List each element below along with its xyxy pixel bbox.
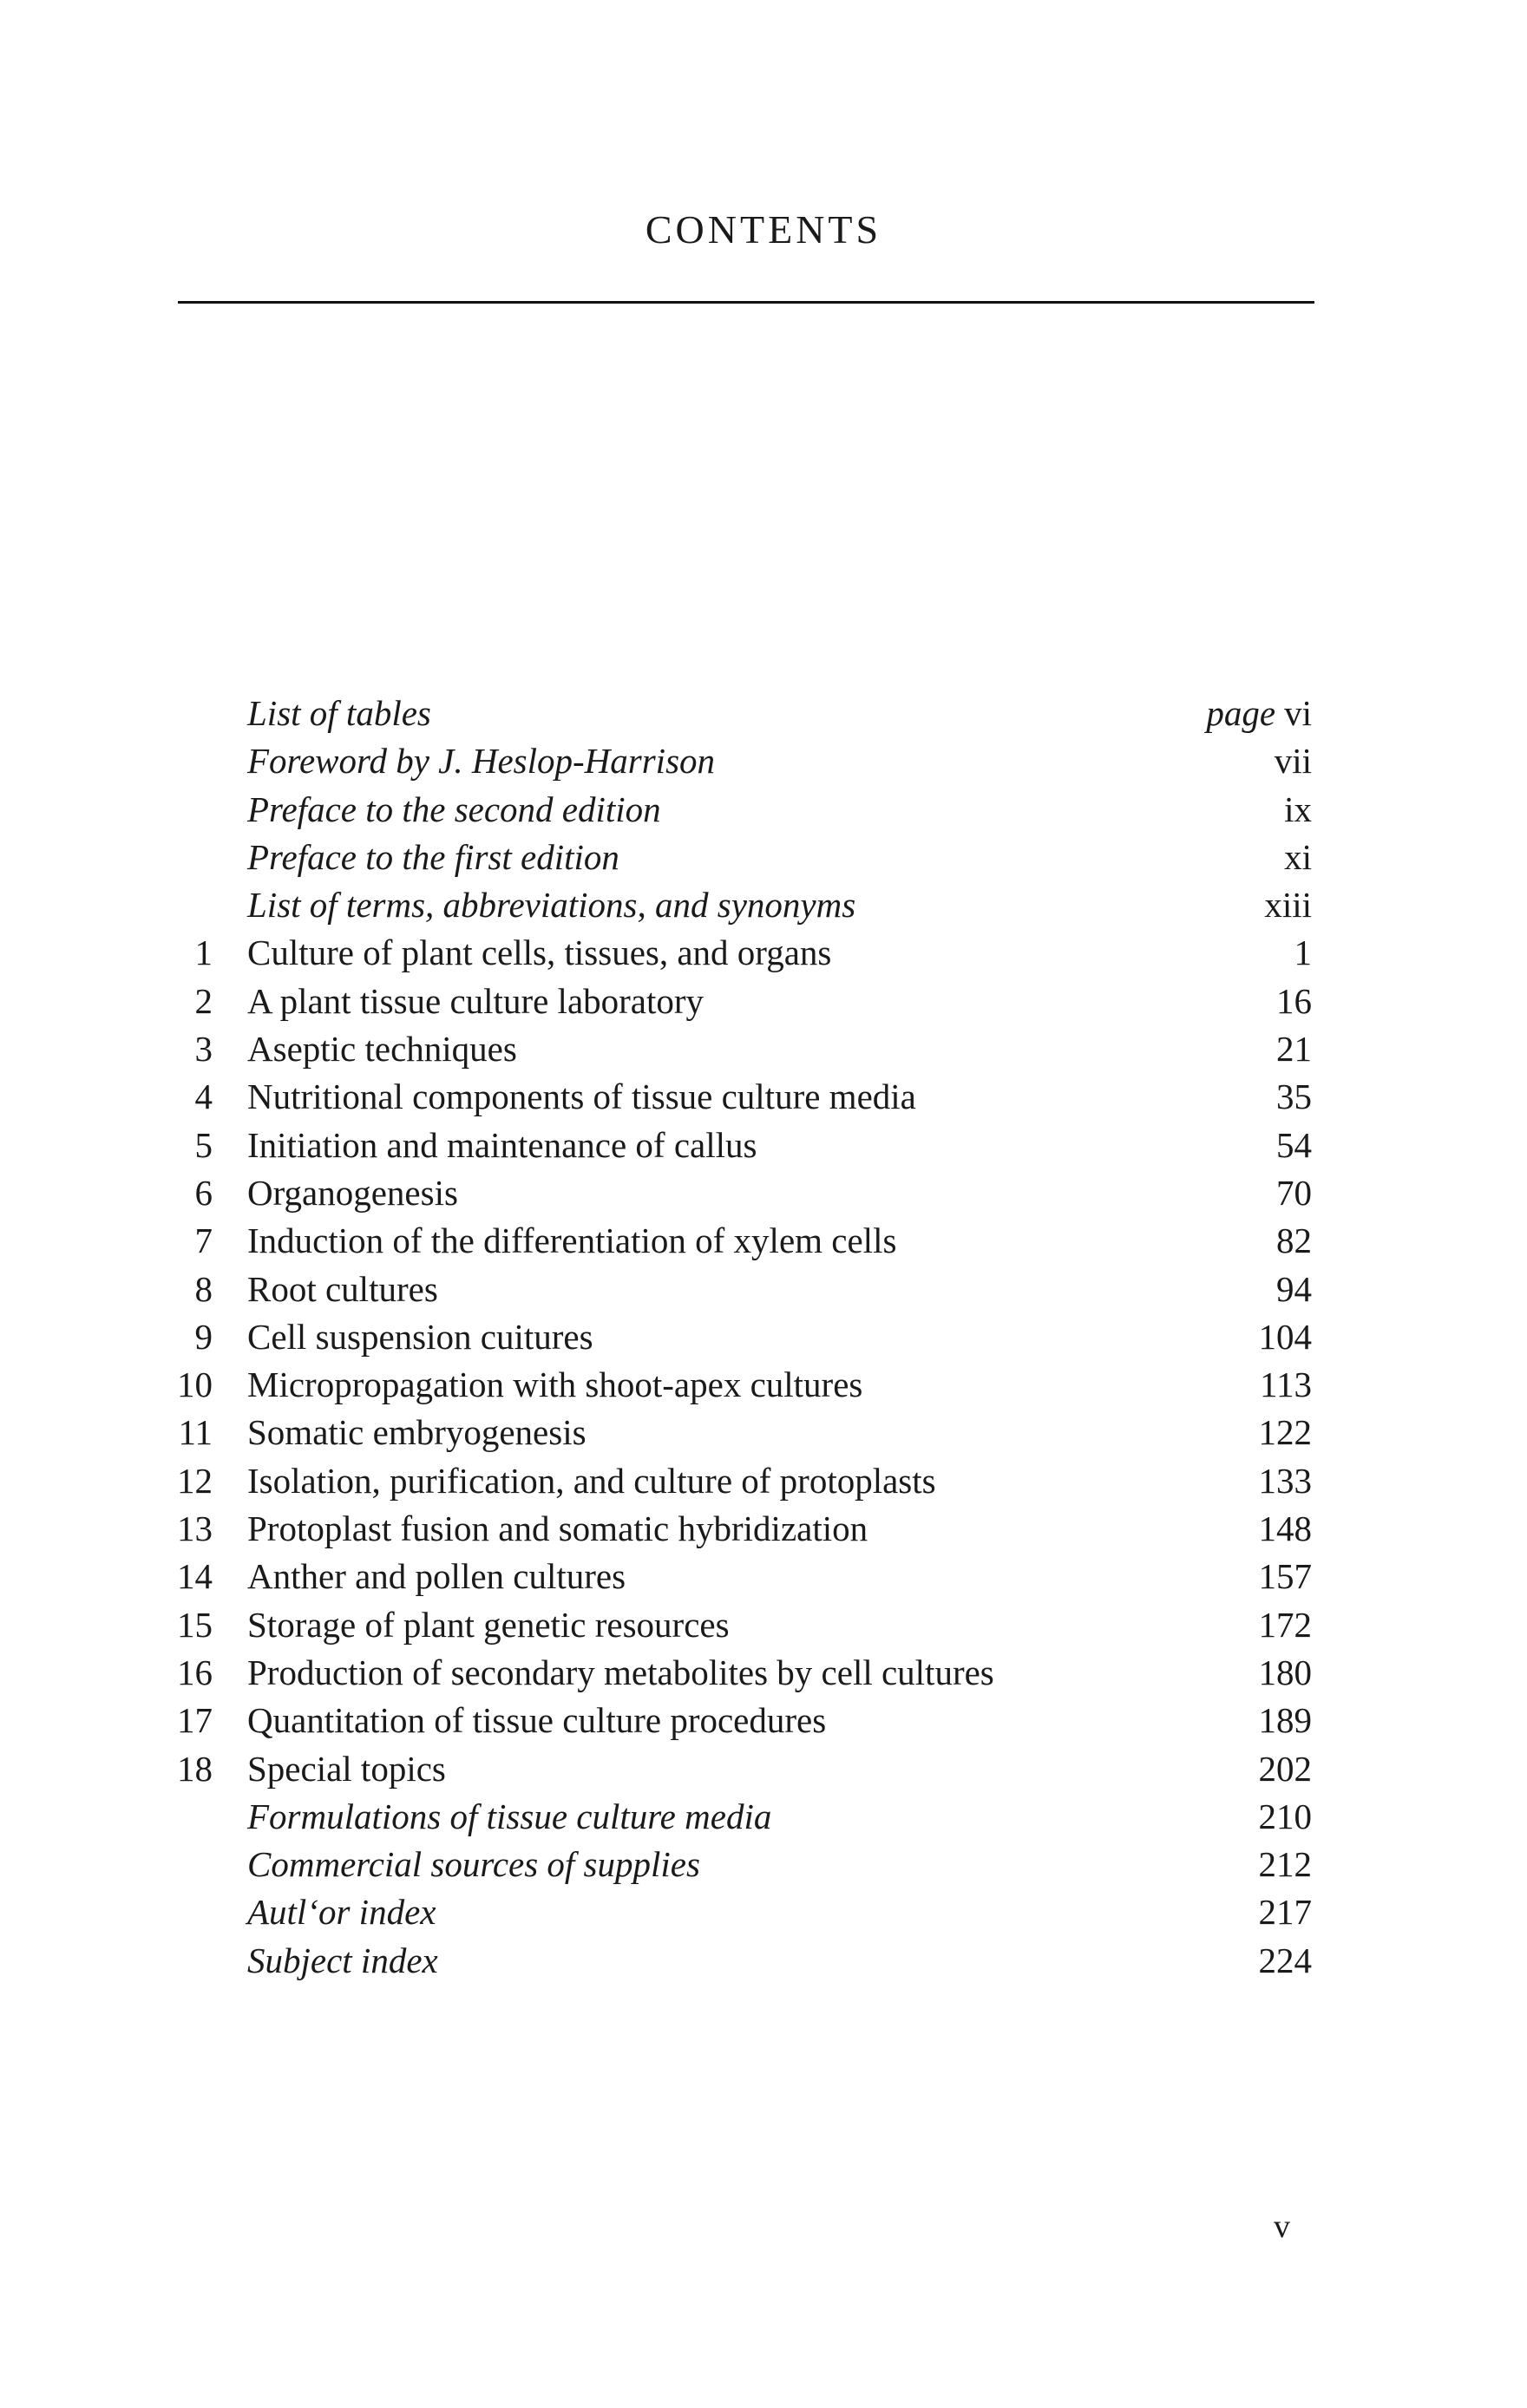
toc-entry-title: Subject index xyxy=(247,1940,438,1980)
toc-entry xyxy=(0,737,1527,785)
toc-page-number xyxy=(1276,1122,1312,1169)
toc-page-value: vi xyxy=(1284,693,1312,733)
toc-entry-title: Formulations of tissue culture media xyxy=(247,1796,772,1836)
toc-page-value: 148 xyxy=(1258,1508,1312,1549)
toc-entry xyxy=(0,978,1527,1025)
toc-entry-title: Culture of plant cells, tissues, and organs xyxy=(247,932,832,973)
toc-page-number xyxy=(1284,834,1312,881)
toc-entry-title: Special topics xyxy=(247,1748,446,1789)
toc-page-number xyxy=(1206,690,1312,737)
toc-entry-title: Quantitation of tissue culture procedures xyxy=(247,1700,827,1741)
toc-entry xyxy=(0,1937,1527,1985)
toc-chapter-number: 17 xyxy=(177,1700,213,1741)
toc-chapter-number: 3 xyxy=(194,1029,213,1070)
toc-chapter-number: 10 xyxy=(177,1364,213,1405)
toc-page-number xyxy=(1294,929,1313,977)
toc-page-number xyxy=(1259,1745,1313,1793)
toc-entry xyxy=(0,1122,1527,1169)
toc-page-number xyxy=(1264,881,1312,929)
toc-chapter-number: 8 xyxy=(194,1268,213,1309)
toc-entry-title: Production of secondary metabolites by cell cultures xyxy=(247,1652,994,1692)
toc-chapter-number: 7 xyxy=(194,1220,213,1261)
toc-entry-title: Organogenesis xyxy=(247,1172,458,1213)
toc-chapter-number: 12 xyxy=(177,1460,213,1501)
toc-page-number xyxy=(1259,1457,1313,1505)
toc-entry xyxy=(0,690,1527,737)
toc-page-number xyxy=(1276,1025,1312,1073)
toc-page-value: 21 xyxy=(1276,1029,1312,1070)
toc-page-number xyxy=(1276,1169,1312,1217)
toc-entry-title: Root cultures xyxy=(247,1268,438,1309)
toc-page-value: 217 xyxy=(1258,1892,1312,1933)
toc-page-value: 94 xyxy=(1276,1268,1312,1309)
toc-page-value: 113 xyxy=(1260,1364,1312,1405)
toc-page-value: xiii xyxy=(1264,885,1312,926)
toc-entry-title: Nutritional components of tissue culture media xyxy=(247,1076,916,1117)
toc-entry xyxy=(0,1025,1527,1073)
toc-entry xyxy=(0,786,1527,834)
toc-entry xyxy=(0,1553,1527,1600)
toc-chapter-number: 1 xyxy=(194,932,213,973)
toc-page-value: 157 xyxy=(1258,1556,1312,1597)
toc-page-number xyxy=(1276,1217,1312,1265)
toc-page-value: xi xyxy=(1284,836,1312,877)
toc-entry-title: Initiation and maintenance of callus xyxy=(247,1124,757,1165)
title-rule xyxy=(178,301,1314,304)
toc-page-value: 16 xyxy=(1276,980,1312,1021)
toc-entry-title: Preface to the second edition xyxy=(247,788,661,829)
toc-entry xyxy=(0,1217,1527,1265)
toc-page-value: 54 xyxy=(1276,1124,1312,1165)
toc-entry-title: Autlʻor index xyxy=(247,1892,436,1933)
toc-page-value: ix xyxy=(1284,788,1312,829)
toc-entry xyxy=(0,1457,1527,1505)
toc-entry-title: Micropropagation with shoot-apex cultures xyxy=(247,1364,863,1405)
toc-page-number xyxy=(1259,1888,1313,1936)
toc-chapter-number: 5 xyxy=(194,1124,213,1165)
toc-entry-title: Anther and pollen cultures xyxy=(247,1556,626,1597)
toc-entry-title: List of terms, abbreviations, and synonyms xyxy=(247,885,856,926)
toc-chapter-number: 15 xyxy=(177,1604,213,1645)
toc-entry-title: Cell suspension cuitures xyxy=(247,1316,593,1357)
toc-chapter-number: 13 xyxy=(177,1508,213,1549)
toc-page-number xyxy=(1259,1697,1313,1744)
toc-entry xyxy=(0,881,1527,929)
toc-entry-title: List of tables xyxy=(247,693,431,733)
toc-page-value: 202 xyxy=(1258,1748,1312,1789)
toc-page-number xyxy=(1259,1937,1313,1985)
toc-page-value: 180 xyxy=(1258,1652,1312,1692)
toc-chapter-number: 11 xyxy=(178,1412,213,1453)
toc-entry xyxy=(0,1505,1527,1553)
toc-page-value: 189 xyxy=(1258,1700,1312,1741)
toc-entry-title: Preface to the first edition xyxy=(247,836,619,877)
toc-entry-title: Aseptic techniques xyxy=(247,1029,517,1070)
toc-chapter-number: 16 xyxy=(177,1652,213,1692)
page-title: CONTENTS xyxy=(645,207,882,252)
toc-entry xyxy=(0,1601,1527,1649)
toc-entry-title: Commercial sources of supplies xyxy=(247,1844,700,1885)
toc-page-number xyxy=(1259,1601,1313,1649)
toc-page-number xyxy=(1275,737,1312,785)
toc-page-number xyxy=(1259,1649,1313,1697)
toc-entry-title: Storage of plant genetic resources xyxy=(247,1604,730,1645)
toc-page-value: 104 xyxy=(1258,1316,1312,1357)
toc-entry xyxy=(0,1169,1527,1217)
page-folio: v xyxy=(1274,2208,1290,2245)
toc-entry xyxy=(0,834,1527,881)
toc-page-value: 210 xyxy=(1258,1796,1312,1836)
toc-chapter-number: 6 xyxy=(194,1172,213,1213)
toc-page-value: 224 xyxy=(1258,1940,1312,1980)
toc-chapter-number: 2 xyxy=(194,980,213,1021)
toc-page-number xyxy=(1259,1313,1313,1361)
toc-page-number xyxy=(1276,1073,1312,1121)
toc-chapter-number: 4 xyxy=(194,1076,213,1117)
toc-page-number xyxy=(1259,1841,1313,1888)
toc-chapter-number: 18 xyxy=(177,1748,213,1789)
toc-entry xyxy=(0,1313,1527,1361)
toc-entry xyxy=(0,1697,1527,1744)
toc-entry xyxy=(0,1841,1527,1888)
toc-page-number xyxy=(1284,786,1312,834)
toc-page-value: 133 xyxy=(1258,1460,1312,1501)
toc-page-value: vii xyxy=(1274,741,1312,782)
toc-page-value: 70 xyxy=(1276,1172,1312,1213)
toc-entry-title: A plant tissue culture laboratory xyxy=(247,980,705,1021)
toc-entry xyxy=(0,1793,1527,1841)
toc-page-number xyxy=(1259,1409,1313,1456)
toc-page-value: 35 xyxy=(1276,1076,1312,1117)
toc-entry-title: Isolation, purification, and culture of protoplasts xyxy=(247,1460,936,1501)
toc-page-number xyxy=(1259,1793,1313,1841)
toc-entry xyxy=(0,1361,1527,1409)
toc-page-value: 1 xyxy=(1294,932,1312,973)
toc-entry-title: Protoplast fusion and somatic hybridization xyxy=(247,1508,868,1549)
toc-entry xyxy=(0,1409,1527,1456)
toc-page-value: 82 xyxy=(1276,1220,1312,1261)
toc-entry-title: Induction of the differentiation of xylem cells xyxy=(247,1220,897,1261)
toc-page-value: 122 xyxy=(1258,1412,1312,1453)
toc-entry xyxy=(0,1745,1527,1793)
toc-page-number xyxy=(1260,1361,1312,1409)
toc-entry xyxy=(0,1266,1527,1313)
toc-entry xyxy=(0,1649,1527,1697)
toc-entry xyxy=(0,929,1527,977)
toc-chapter-number: 14 xyxy=(177,1556,213,1597)
toc-page-value: 212 xyxy=(1258,1844,1312,1885)
table-of-contents xyxy=(0,690,1527,1985)
toc-entry-title: Somatic embryogenesis xyxy=(247,1412,587,1453)
toc-chapter-number: 9 xyxy=(194,1316,213,1357)
toc-entry xyxy=(0,1073,1527,1121)
toc-page-number xyxy=(1276,978,1312,1025)
toc-entry-title: Foreword by J. Heslop-Harrison xyxy=(247,741,716,782)
toc-entry xyxy=(0,1888,1527,1936)
toc-page-prefix: page xyxy=(1206,693,1276,733)
toc-page-number xyxy=(1259,1505,1313,1553)
toc-page-value: 172 xyxy=(1258,1604,1312,1645)
toc-page-number xyxy=(1276,1266,1312,1313)
toc-page-number xyxy=(1259,1553,1313,1600)
